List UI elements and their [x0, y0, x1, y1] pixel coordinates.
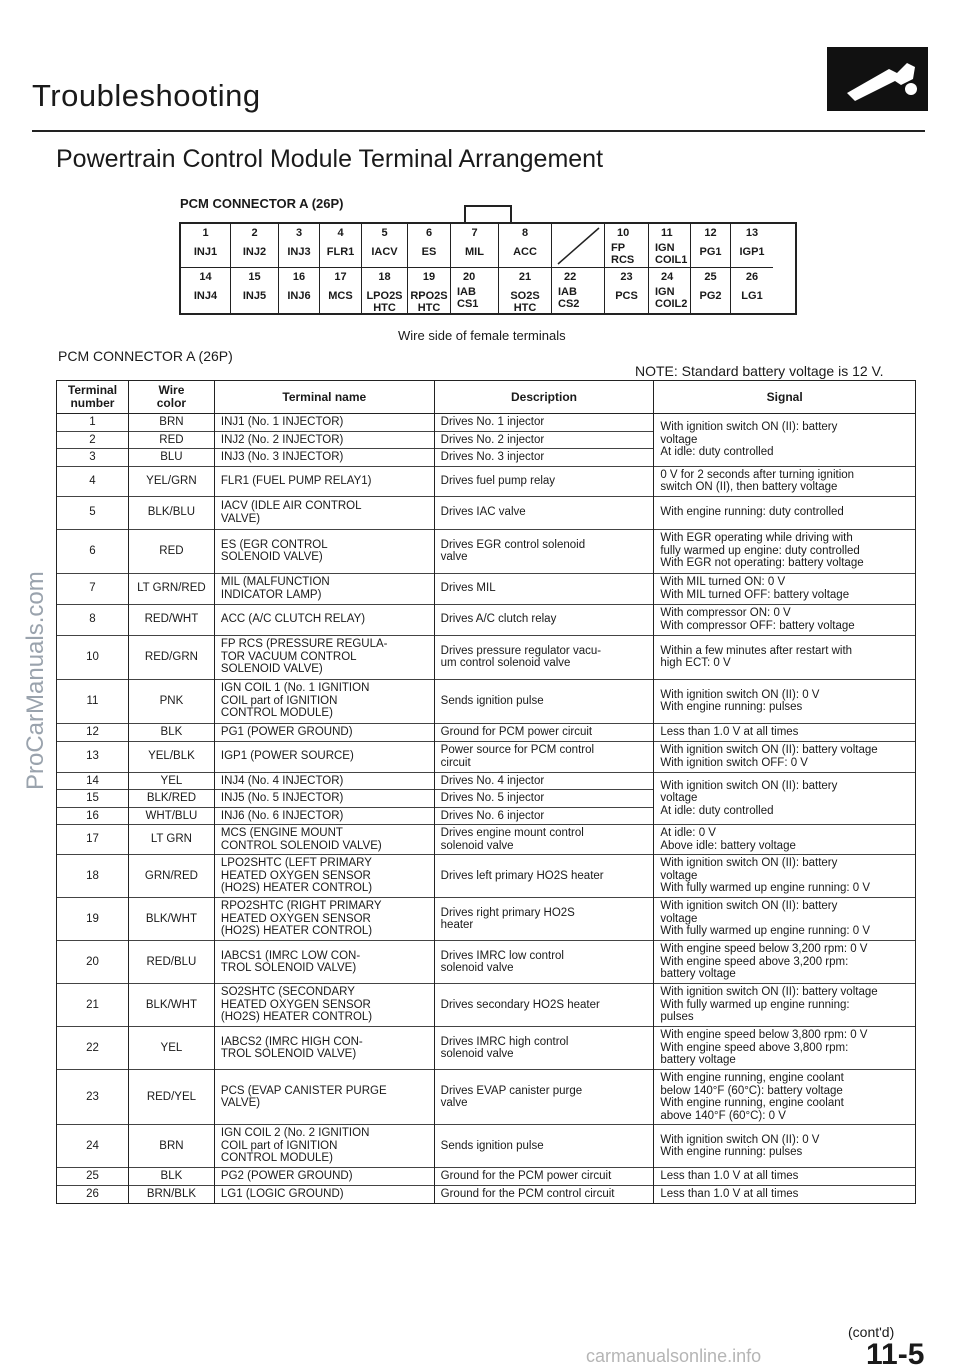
- connector-pin-19: [408, 268, 451, 313]
- wire-color: RED/WHT: [128, 604, 214, 635]
- description: Drives No. 4 injector: [434, 772, 654, 790]
- signal: With ignition switch ON (II): 0 V With engine running: pulses: [654, 1125, 916, 1168]
- pin-label: ACC: [513, 246, 537, 258]
- description: Ground for the PCM power circuit: [434, 1168, 654, 1186]
- terminal-name: IGP1 (POWER SOURCE): [214, 741, 434, 772]
- connector-pin-6: [408, 224, 451, 268]
- terminal-number: 22: [57, 1027, 129, 1070]
- connector-pin-15: [231, 268, 279, 313]
- table-row: [57, 1070, 916, 1125]
- terminal-number: 24: [57, 1125, 129, 1168]
- description: Ground for the PCM control circuit: [434, 1186, 654, 1204]
- description: Drives fuel pump relay: [434, 466, 654, 496]
- terminal-name: IGN COIL 2 (No. 2 IGNITION COIL part of IGNITION CONTROL MODULE): [214, 1125, 434, 1168]
- table-row: [57, 604, 916, 635]
- terminal-name: IGN COIL 1 (No. 1 IGNITION COIL part of IGNITION CONTROL MODULE): [214, 679, 434, 723]
- terminal-name: IABCS2 (IMRC HIGH CON- TROL SOLENOID VALVE): [214, 1027, 434, 1070]
- table-row: [57, 529, 916, 573]
- signal: Less than 1.0 V at all times: [654, 1168, 916, 1186]
- terminal-name: INJ4 (No. 4 INJECTOR): [214, 772, 434, 790]
- terminal-name: FP RCS (PRESSURE REGULA- TOR VACUUM CONTROL SOLENOID VALVE): [214, 635, 434, 679]
- continued-label: (cont'd): [848, 1324, 895, 1340]
- signal: With engine running, engine coolant below 140°F (60°C): battery voltage With engine running, engine coolant above 140°F (60°C): 0 V: [654, 1070, 916, 1125]
- table-row: [57, 1027, 916, 1070]
- terminal-number: 16: [57, 807, 129, 825]
- connector-pin-8: [499, 224, 552, 268]
- wire-color: PNK: [128, 679, 214, 723]
- connector-pin-12: [691, 224, 731, 268]
- wire-color: GRN/RED: [128, 855, 214, 898]
- terminal-number: 18: [57, 855, 129, 898]
- connector-pin-2: [231, 224, 279, 268]
- pin-number: 17: [334, 271, 347, 283]
- signal: With ignition switch ON (II): battery voltage With ignition switch OFF: 0 V: [654, 741, 916, 772]
- description: Drives A/C clutch relay: [434, 604, 654, 635]
- pin-label: MIL: [465, 246, 484, 258]
- wire-color: BLU: [128, 449, 214, 467]
- terminal-number: 3: [57, 449, 129, 467]
- connector-pin-13: [731, 224, 773, 268]
- description: Drives No. 6 injector: [434, 807, 654, 825]
- table-row: [57, 496, 916, 529]
- signal: With ignition switch ON (II): battery voltage At idle: duty controlled: [654, 772, 916, 825]
- pin-number: 10: [617, 227, 630, 239]
- pin-label: MCS: [328, 290, 353, 302]
- connector-pin-25: [691, 268, 731, 313]
- terminal-table: [56, 380, 916, 1204]
- connector-pin-20: [451, 268, 499, 313]
- terminal-name: LG1 (LOGIC GROUND): [214, 1186, 434, 1204]
- terminal-number: 26: [57, 1186, 129, 1204]
- wire-side-caption: Wire side of female terminals: [398, 328, 566, 343]
- terminal-number: 4: [57, 466, 129, 496]
- pin-label: PCS: [615, 290, 638, 302]
- pin-label: FLR1: [326, 246, 355, 258]
- pin-label: INJ5: [242, 290, 267, 302]
- connector-diagram: [179, 222, 797, 315]
- pin-label: IGP1: [739, 246, 765, 258]
- wire-color: BLK: [128, 723, 214, 741]
- table-row: [57, 1125, 916, 1168]
- terminal-name: IABCS1 (IMRC LOW CON- TROL SOLENOID VALVE): [214, 941, 434, 984]
- description: Drives MIL: [434, 573, 654, 604]
- header-terminal-name: Terminal name: [214, 381, 434, 414]
- pin-number: 21: [518, 271, 532, 283]
- table-row: [57, 855, 916, 898]
- pin-number: 11: [661, 227, 673, 239]
- terminal-number: 20: [57, 941, 129, 984]
- pin-number: 8: [521, 227, 529, 239]
- terminal-name: SO2SHTC (SECONDARY HEATED OXYGEN SENSOR (HO2S) HEATER CONTROL): [214, 984, 434, 1027]
- pin-label: IGN COIL1: [655, 242, 688, 266]
- connector-pin-22: [552, 268, 605, 313]
- description: Drives No. 3 injector: [434, 449, 654, 467]
- terminal-number: 8: [57, 604, 129, 635]
- signal: With ignition switch ON (II): battery voltage With fully warmed up engine running: 0 V: [654, 898, 916, 941]
- connector-pin-21: [499, 268, 552, 313]
- header-description: Description: [434, 381, 654, 414]
- pin-label: IAB CS1: [457, 286, 479, 310]
- description: Drives engine mount control solenoid valve: [434, 825, 654, 855]
- pin-number: 23: [620, 271, 633, 283]
- page-title: Troubleshooting: [32, 78, 261, 113]
- description: Sends ignition pulse: [434, 1125, 654, 1168]
- pin-number: 6: [425, 227, 433, 239]
- wire-color: BLK/BLU: [128, 496, 214, 529]
- signal: 0 V for 2 seconds after turning ignition switch ON (II), then battery voltage: [654, 466, 916, 496]
- pin-label: INJ1: [193, 246, 218, 258]
- table-caption: PCM CONNECTOR A (26P): [58, 348, 233, 364]
- connector-pin-24: [649, 268, 691, 313]
- table-row: [57, 414, 916, 432]
- description: Drives IMRC high control solenoid valve: [434, 1027, 654, 1070]
- connector-caption: PCM CONNECTOR A (26P): [180, 196, 344, 211]
- terminal-number: 12: [57, 723, 129, 741]
- signal: Less than 1.0 V at all times: [654, 723, 916, 741]
- description: Drives right primary HO2S heater: [434, 898, 654, 941]
- wire-color: WHT/BLU: [128, 807, 214, 825]
- table-row: [57, 635, 916, 679]
- pin-label: LG1: [741, 290, 763, 302]
- pin-number: 3: [295, 227, 303, 239]
- side-watermark: ProCarManuals.com: [22, 571, 49, 790]
- pin-label: INJ4: [193, 290, 218, 302]
- description: Drives No. 1 injector: [434, 414, 654, 432]
- bottom-watermark: carmanualsonline.info: [586, 1346, 762, 1366]
- terminal-number: 11: [57, 679, 129, 723]
- terminal-name: LPO2SHTC (LEFT PRIMARY HEATED OXYGEN SENSOR (HO2S) HEATER CONTROL): [214, 855, 434, 898]
- terminal-number: 23: [57, 1070, 129, 1125]
- pin-label: IGN COIL2: [655, 286, 688, 310]
- terminal-number: 10: [57, 635, 129, 679]
- wire-color: BLK: [128, 1168, 214, 1186]
- connector-pin-3: [279, 224, 320, 268]
- wire-color: LT GRN/RED: [128, 573, 214, 604]
- connector-pin-11: [649, 224, 691, 268]
- terminal-name: INJ2 (No. 2 INJECTOR): [214, 431, 434, 449]
- blank-pin-slash: [552, 224, 605, 268]
- connector-pin-17: [320, 268, 362, 313]
- terminal-name: INJ6 (No. 6 INJECTOR): [214, 807, 434, 825]
- table-row: [57, 984, 916, 1027]
- pin-label: FP RCS: [611, 242, 635, 266]
- terminal-name: FLR1 (FUEL PUMP RELAY1): [214, 466, 434, 496]
- table-row: [57, 1168, 916, 1186]
- terminal-name: PG2 (POWER GROUND): [214, 1168, 434, 1186]
- terminal-name: PG1 (POWER GROUND): [214, 723, 434, 741]
- pin-number: 26: [745, 271, 759, 283]
- pin-number: 13: [745, 227, 759, 239]
- wire-color: RED/YEL: [128, 1070, 214, 1125]
- wire-color: YEL/GRN: [128, 466, 214, 496]
- title-divider: [32, 130, 925, 132]
- signal: With ignition switch ON (II): battery voltage With fully warmed up engine running: 0 V: [654, 855, 916, 898]
- wire-color: YEL: [128, 1027, 214, 1070]
- pin-label: PG1: [699, 246, 722, 258]
- table-row: [57, 466, 916, 496]
- signal: With EGR operating while driving with fully warmed up engine: duty controlled With EGR not operating: battery voltage: [654, 529, 916, 573]
- description: Ground for PCM power circuit: [434, 723, 654, 741]
- pin-number: 20: [463, 271, 476, 283]
- description: Drives IMRC low control solenoid valve: [434, 941, 654, 984]
- signal: With compressor ON: 0 V With compressor OFF: battery voltage: [654, 604, 916, 635]
- description: Drives left primary HO2S heater: [434, 855, 654, 898]
- connector-pin-23: [605, 268, 649, 313]
- terminal-name: INJ3 (No. 3 INJECTOR): [214, 449, 434, 467]
- description: Power source for PCM control circuit: [434, 741, 654, 772]
- description: Drives No. 5 injector: [434, 790, 654, 808]
- pin-number: 14: [199, 271, 212, 283]
- header-terminal-number: Terminal number: [57, 381, 129, 414]
- terminal-name: INJ5 (No. 5 INJECTOR): [214, 790, 434, 808]
- header-signal: Signal: [654, 381, 916, 414]
- pin-label: IAB CS2: [558, 286, 580, 310]
- description: Drives pressure regulator vacu- um control solenoid valve: [434, 635, 654, 679]
- table-row: [57, 679, 916, 723]
- terminal-number: 2: [57, 431, 129, 449]
- section-badge: [827, 47, 928, 111]
- connector-pin-26: [731, 268, 773, 313]
- pin-number: 1: [202, 227, 209, 239]
- terminal-number: 13: [57, 741, 129, 772]
- terminal-number: 7: [57, 573, 129, 604]
- wire-color: RED: [128, 431, 214, 449]
- pin-number: 19: [422, 271, 436, 283]
- terminal-number: 17: [57, 825, 129, 855]
- pin-label: PG2: [699, 290, 722, 302]
- terminal-number: 5: [57, 496, 129, 529]
- voltage-note: NOTE: Standard battery voltage is 12 V.: [635, 363, 884, 379]
- description: Drives EVAP canister purge valve: [434, 1070, 654, 1125]
- connector-pin-4: [320, 224, 362, 268]
- wire-color: BLK/WHT: [128, 898, 214, 941]
- wire-color: RED/BLU: [128, 941, 214, 984]
- pin-number: 22: [564, 271, 577, 283]
- table-row: [57, 898, 916, 941]
- signal: With engine running: duty controlled: [654, 496, 916, 529]
- terminal-number: 21: [57, 984, 129, 1027]
- terminal-number: 19: [57, 898, 129, 941]
- terminal-number: 6: [57, 529, 129, 573]
- description: Drives EGR control solenoid valve: [434, 529, 654, 573]
- pin-label: INJ3: [287, 246, 311, 258]
- table-row: [57, 825, 916, 855]
- pin-number: 12: [704, 227, 717, 239]
- connector-pin-16: [279, 268, 320, 313]
- terminal-name: PCS (EVAP CANISTER PURGE VALVE): [214, 1070, 434, 1125]
- terminal-name: RPO2SHTC (RIGHT PRIMARY HEATED OXYGEN SENSOR (HO2S) HEATER CONTROL): [214, 898, 434, 941]
- page-number: 11-5: [866, 1338, 925, 1371]
- wire-color: YEL: [128, 772, 214, 790]
- pin-number: 5: [381, 227, 388, 239]
- terminal-number: 15: [57, 790, 129, 808]
- pin-label: INJ2: [242, 246, 267, 258]
- pin-label: RPO2S HTC: [410, 290, 448, 314]
- terminal-number: 14: [57, 772, 129, 790]
- table-row: [57, 772, 916, 790]
- terminal-name: MIL (MALFUNCTION INDICATOR LAMP): [214, 573, 434, 604]
- terminal-number: 25: [57, 1168, 129, 1186]
- pin-number: 2: [251, 227, 258, 239]
- pin-label: LPO2S HTC: [366, 290, 403, 314]
- pin-label: ES: [421, 246, 437, 258]
- signal: With ignition switch ON (II): battery voltage With fully warmed up engine running: pulses: [654, 984, 916, 1027]
- wire-color: RED/GRN: [128, 635, 214, 679]
- pin-label: SO2S HTC: [510, 290, 540, 314]
- description: Drives No. 2 injector: [434, 431, 654, 449]
- terminal-name: INJ1 (No. 1 INJECTOR): [214, 414, 434, 432]
- terminal-name: ACC (A/C CLUTCH RELAY): [214, 604, 434, 635]
- connector-pin-18: [362, 268, 408, 313]
- signal: Within a few minutes after restart with high ECT: 0 V: [654, 635, 916, 679]
- terminal-name: MCS (ENGINE MOUNT CONTROL SOLENOID VALVE): [214, 825, 434, 855]
- wire-color: BRN: [128, 414, 214, 432]
- section-subtitle: Powertrain Control Module Terminal Arrangement: [56, 145, 604, 173]
- connector-pin-14: [181, 268, 231, 313]
- pin-number: 4: [337, 227, 344, 239]
- pin-number: 7: [471, 227, 478, 239]
- signal: With MIL turned ON: 0 V With MIL turned OFF: battery voltage: [654, 573, 916, 604]
- signal: With engine speed below 3,200 rpm: 0 V With engine speed above 3,200 rpm: battery voltage: [654, 941, 916, 984]
- table-row: [57, 1186, 916, 1204]
- header-wire-color: Wire color: [128, 381, 214, 414]
- pin-number: 25: [704, 271, 717, 283]
- table-row: [57, 573, 916, 604]
- pin-number: 15: [248, 271, 261, 283]
- connector-pin-10: [605, 224, 649, 268]
- wire-color: BLK/RED: [128, 790, 214, 808]
- wire-color: BLK/WHT: [128, 984, 214, 1027]
- pin-number: 18: [378, 271, 391, 283]
- connector-pin-1: [181, 224, 231, 268]
- connector-pin-empty: [552, 224, 605, 268]
- wire-color: LT GRN: [128, 825, 214, 855]
- terminal-name: IACV (IDLE AIR CONTROL VALVE): [214, 496, 434, 529]
- table-row: [57, 941, 916, 984]
- signal: With ignition switch ON (II): 0 V With engine running: pulses: [654, 679, 916, 723]
- wire-color: RED: [128, 529, 214, 573]
- signal: Less than 1.0 V at all times: [654, 1186, 916, 1204]
- table-row: [57, 723, 916, 741]
- pin-label: IACV: [371, 246, 398, 258]
- wire-color: BRN/BLK: [128, 1186, 214, 1204]
- wrench-icon: [827, 47, 928, 111]
- signal: At idle: 0 V Above idle: battery voltage: [654, 825, 916, 855]
- table-header-row: [57, 381, 916, 414]
- description: Drives IAC valve: [434, 496, 654, 529]
- pin-number: 16: [292, 271, 306, 283]
- terminal-name: ES (EGR CONTROL SOLENOID VALVE): [214, 529, 434, 573]
- pin-label: INJ6: [287, 290, 311, 302]
- description: Sends ignition pulse: [434, 679, 654, 723]
- table-row: [57, 741, 916, 772]
- signal: With engine speed below 3,800 rpm: 0 V With engine speed above 3,800 rpm: battery voltage: [654, 1027, 916, 1070]
- connector-pin-5: [362, 224, 408, 268]
- connector-pin-7: [451, 224, 499, 268]
- terminal-number: 1: [57, 414, 129, 432]
- description: Drives secondary HO2S heater: [434, 984, 654, 1027]
- pin-number: 24: [661, 271, 674, 283]
- wire-color: YEL/BLK: [128, 741, 214, 772]
- wire-color: BRN: [128, 1125, 214, 1168]
- signal: With ignition switch ON (II): battery voltage At idle: duty controlled: [654, 414, 916, 467]
